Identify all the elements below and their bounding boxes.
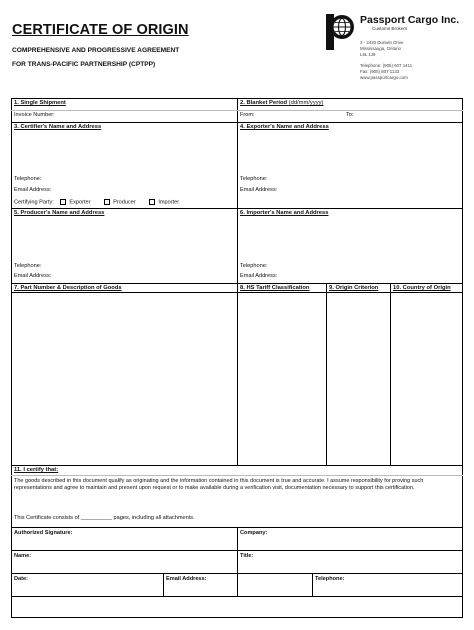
exporter-option-label: Exporter [69, 199, 91, 206]
s10-label: 10. Country of Origin [393, 285, 451, 291]
s3-label: 3. Certifier's Name and Address [14, 124, 102, 130]
company-address-line-2: Mississauga, Ontario [360, 46, 401, 51]
origin-criterion-area[interactable] [327, 293, 389, 464]
signature-telephone-field[interactable]: Telephone: [315, 576, 345, 582]
s5-label: 5. Producer's Name and Address [14, 210, 105, 216]
s2-label: 2. Blanket Period (dd/mm/yyyy) [240, 100, 324, 106]
s7-label: 7. Part Number & Description of Goods [14, 285, 122, 291]
company-website: www.passportcargo.com [360, 75, 408, 80]
producer-telephone-field[interactable]: Telephone: [14, 263, 42, 269]
importer-option-label: Importer [158, 199, 180, 206]
certifying-party-label: Certifying Party: [14, 199, 54, 206]
date-field[interactable]: Date: [14, 576, 28, 582]
company-fax: Fax: (905) 607 1133 [360, 69, 400, 74]
certifier-telephone-field[interactable]: Telephone: [14, 176, 42, 182]
exporter-telephone-field[interactable]: Telephone: [240, 176, 268, 182]
goods-description-area[interactable] [12, 293, 236, 464]
s1-label: 1. Single Shipment [14, 100, 66, 106]
producer-option-label: Producer [113, 199, 136, 206]
invoice-number-field[interactable]: Invoice Number: [14, 112, 55, 118]
subtitle-line-1: COMPREHENSIVE AND PROGRESSIVE AGREEMENT [12, 47, 180, 54]
producer-checkbox[interactable] [104, 199, 110, 205]
company-name: Passport Cargo Inc. [360, 14, 460, 26]
blanket-to-field[interactable]: To: [346, 112, 354, 118]
country-of-origin-area[interactable] [391, 293, 462, 464]
importer-email-field[interactable]: Email Address: [240, 273, 278, 279]
blanket-from-field[interactable]: From: [240, 112, 255, 118]
s11-label: 11. I certify that: [14, 467, 59, 473]
company-tagline: Customs Brokers [372, 26, 408, 31]
subtitle-line-2: FOR TRANS-PACIFIC PARTNERSHIP (CPTPP) [12, 61, 156, 68]
s6-label: 6. Importer's Name and Address [240, 210, 329, 216]
title-field[interactable]: Title: [240, 553, 254, 559]
s8-label: 8. HS Tariff Classification [240, 285, 310, 291]
authorized-signature-field[interactable]: Authorized Signature: [14, 530, 73, 536]
signature-email-field[interactable]: Email Address: [166, 576, 207, 582]
company-address-line-1: 3 - 2420 Dunwin Drive [360, 40, 404, 45]
company-field[interactable]: Company: [240, 530, 268, 536]
company-phone: Telephone: (905) 607 1411 [360, 63, 413, 68]
certification-statement: The goods described in this document qualify as originating and the information contained in this document is true and accurate. I assume responsibility for proving such representations and agree to maintain and present upon request or to make available during a verification visit, documentation necessary to support this certification. [14, 478, 424, 491]
producer-email-field[interactable]: Email Address: [14, 273, 52, 279]
name-field[interactable]: Name: [14, 553, 32, 559]
importer-telephone-field[interactable]: Telephone: [240, 263, 268, 269]
exporter-checkbox[interactable] [60, 199, 66, 205]
importer-checkbox[interactable] [149, 199, 155, 205]
certifier-email-field[interactable]: Email Address: [14, 187, 52, 193]
company-address-line-3: L5L 1J9 [360, 52, 376, 57]
hs-tariff-area[interactable] [238, 293, 325, 464]
page-title: CERTIFICATE OF ORIGIN [12, 22, 189, 38]
pages-count-text: This Certificate consists of __________ pages, including all attachments. [14, 515, 195, 521]
s2-format: (dd/mm/yyyy) [288, 100, 324, 106]
certifying-party [14, 199, 179, 205]
s9-label: 9. Origin Criterion [329, 285, 379, 291]
exporter-email-field[interactable]: Email Address: [240, 187, 278, 193]
s4-label: 4. Exporter's Name and Address [240, 124, 329, 130]
company-logo-icon [326, 14, 354, 50]
